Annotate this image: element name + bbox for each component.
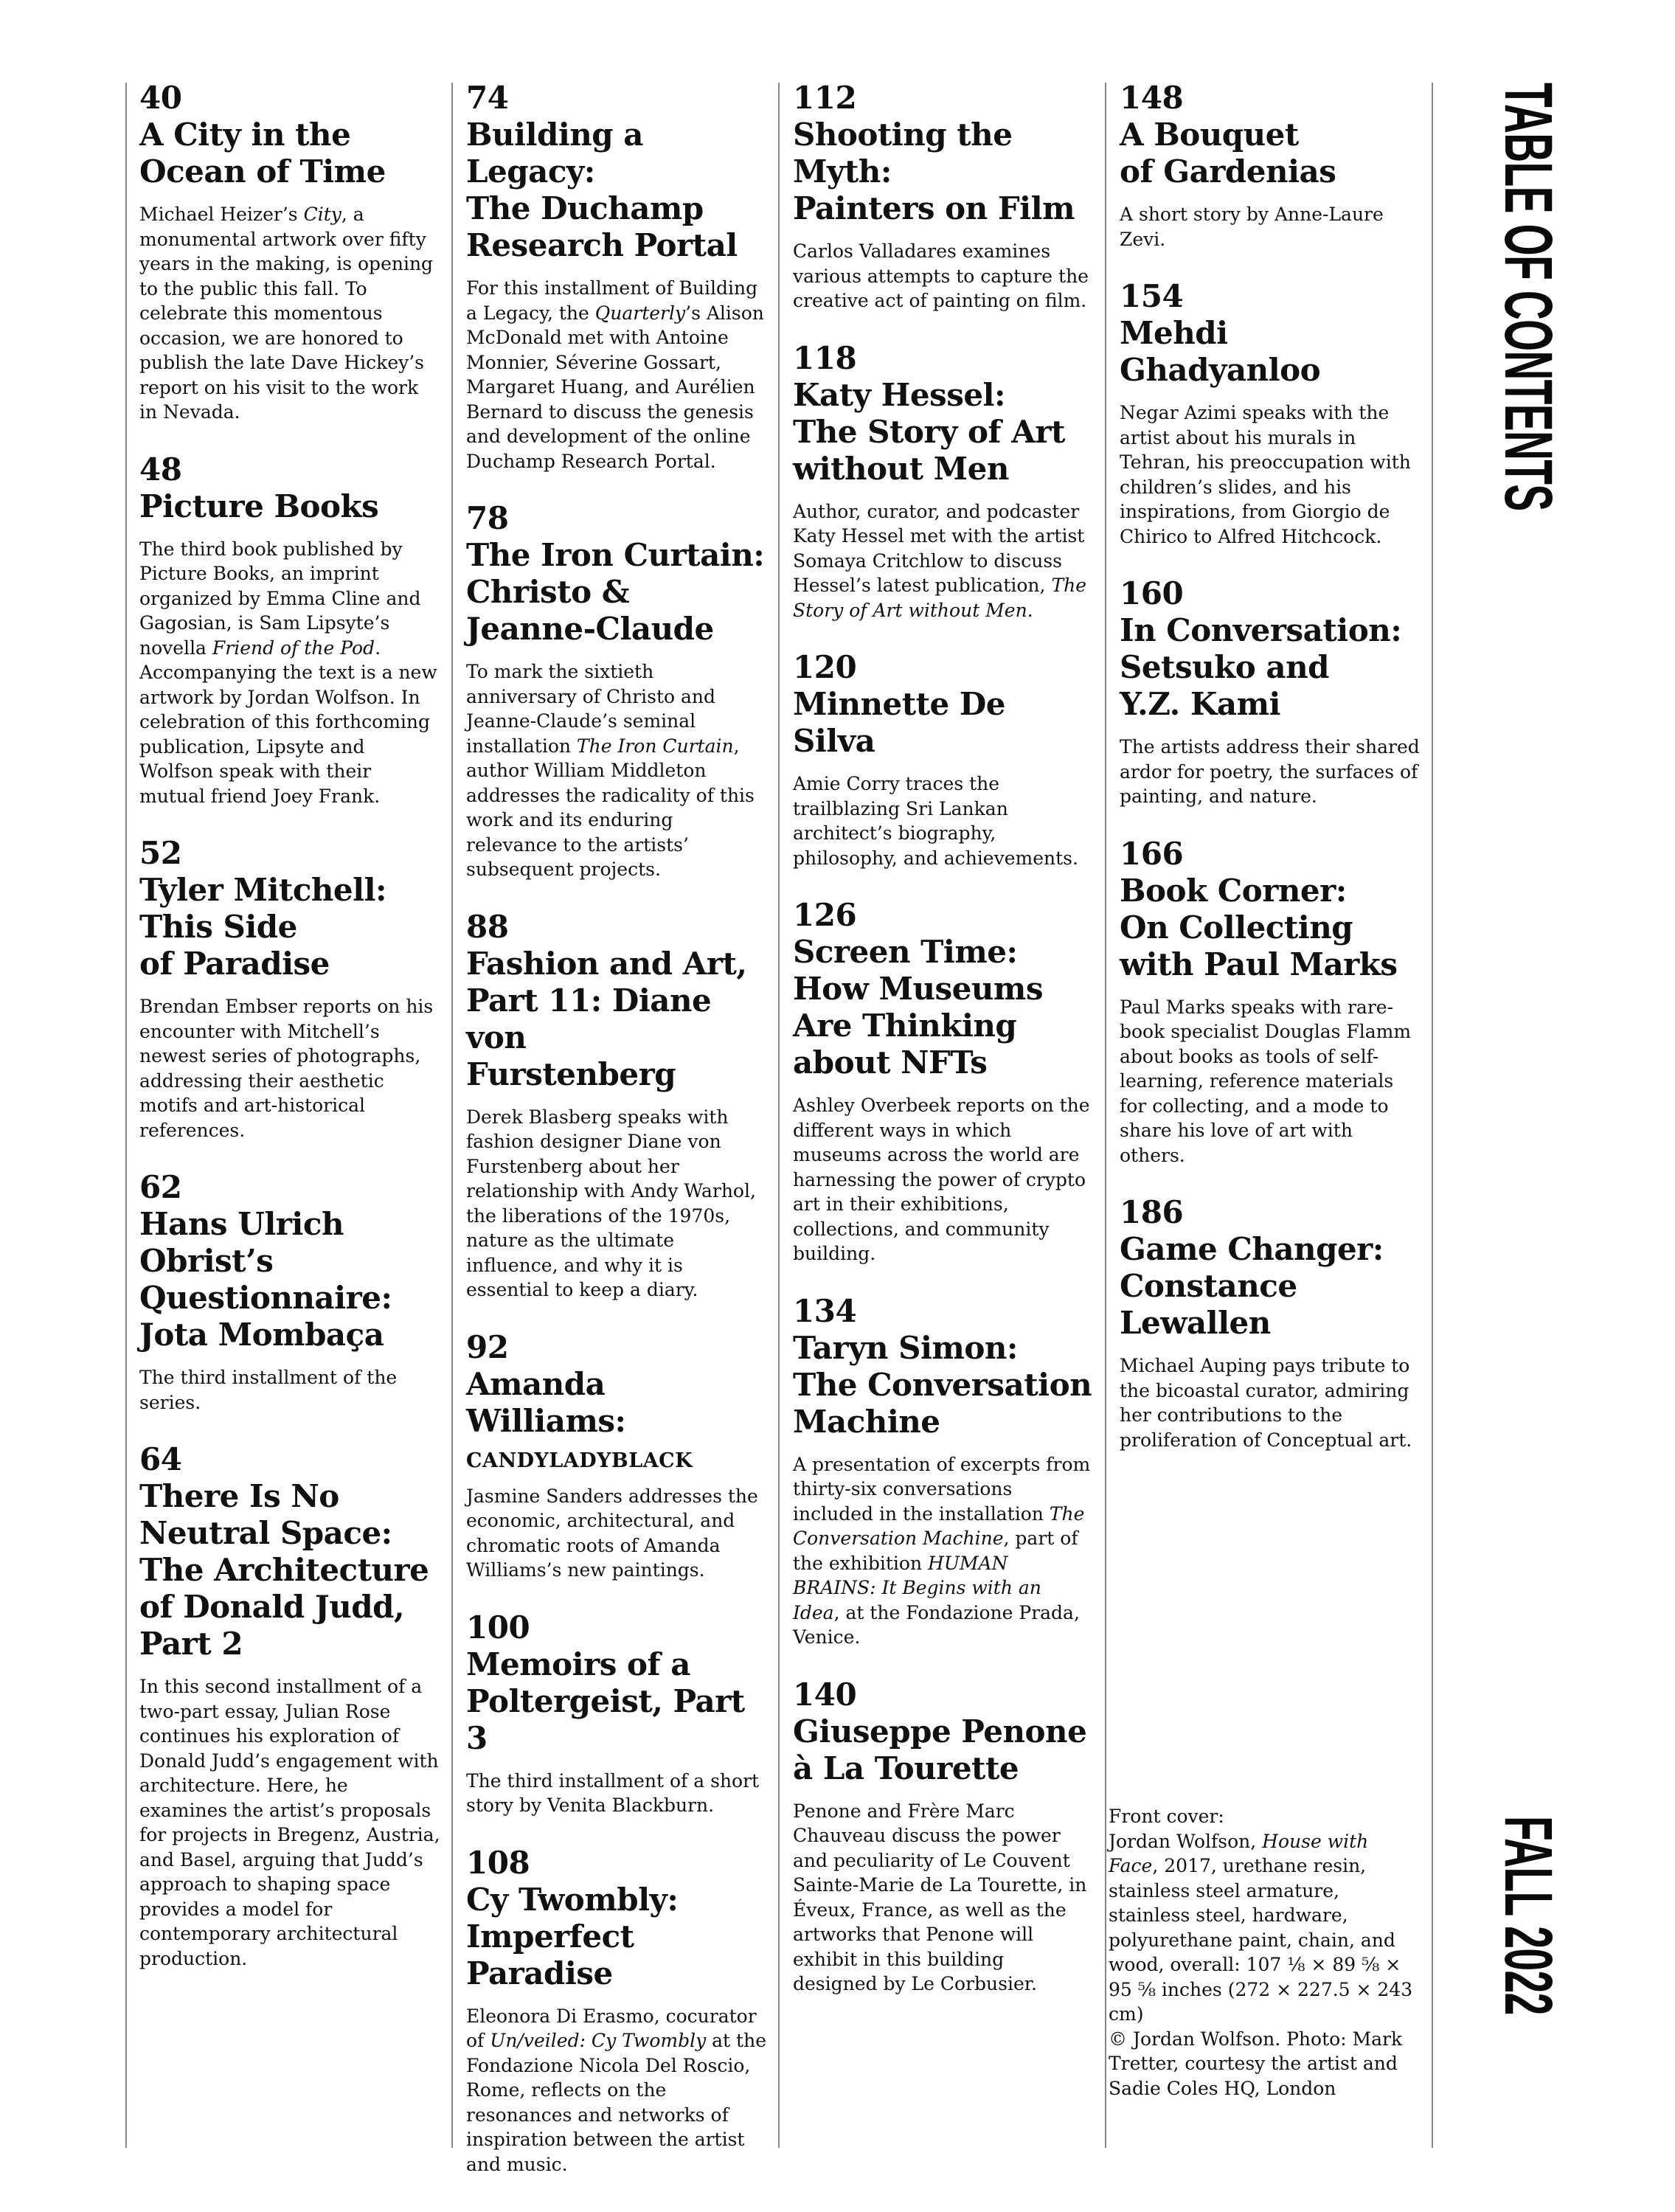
- entry-description: In this second installment of a two-part essay, Julian Rose continues his exploration of Donald Judd’s engagement with architecture. Here, he examines the artist’s proposals for projects in Bregenz, Austria, and Basel, arguing that Judd’s approach to shaping space provides a model for contemporary architectural production.: [139, 1676, 440, 1969]
- issue-label: FALL 2022: [1491, 1816, 1566, 2015]
- entry-description: Brendan Embser reports on his encounter with Mitchell’s newest series of photographs, addressing their aesthetic motifs and art-historical references.: [139, 996, 434, 1141]
- entry-title: Building a Legacy: The Duchamp Research Portal: [466, 117, 738, 263]
- entry-description: Paul Marks speaks with rare-book specialist Douglas Flamm about books as tools of self-learning, reference materials for collecting, and a mode to share his love of art with others.: [1120, 996, 1412, 1166]
- page-number: 160: [1120, 575, 1184, 611]
- page-number: 52: [139, 835, 182, 871]
- entry-title: Giuseppe Penone à La Tourette: [793, 1713, 1087, 1786]
- entry-title: Tyler Mitchell: This Side of Paradise: [139, 872, 387, 982]
- entry-description: Negar Azimi speaks with the artist about his murals in Tehran, his preoccupation with children’s slides, and his inspirations, from Giorgio de Chirico to Alfred Hitchcock.: [1120, 402, 1411, 547]
- entry-title: Minnette De Silva: [793, 686, 1006, 759]
- page-number: 74: [466, 80, 509, 116]
- entry-title: The Iron Curtain: Christo & Jeanne-Claude: [466, 537, 765, 647]
- toc-entry[interactable]: [139, 1441, 440, 1971]
- page-number: 108: [466, 1844, 530, 1881]
- toc-entry[interactable]: [1120, 80, 1421, 252]
- toc-entry[interactable]: [1120, 575, 1421, 809]
- entry-title: Fashion and Art, Part 11: Diane von Furstenberg: [466, 945, 747, 1092]
- page-number: 78: [466, 500, 509, 536]
- column-divider-1: [125, 83, 127, 2148]
- page-number: 48: [139, 451, 182, 488]
- entry-description: A short story by Anne-Laure Zevi.: [1120, 204, 1384, 250]
- entry-description: To mark the sixtieth anniversary of Christo and Jeanne-Claude’s seminal installation The Iron Curtain, author William Middleton addresses the radicality of this work and its enduring relevance to the artists’ subsequent projects.: [466, 661, 755, 880]
- entry-title: Cy Twombly: Imperfect Paradise: [466, 1881, 679, 1991]
- entry-description: Eleonora Di Erasmo, cocurator of Un/veiled: Cy Twombly at the Fondazione Nicola Del Roscio, Rome, reflects on the resonances and networks of inspiration between the artist and music.: [466, 2005, 766, 2175]
- entry-description: Derek Blasberg speaks with fashion designer Diane von Furstenberg about her relationship with Andy Warhol, the liberations of the 1970s, nature as the ultimate influence, and why it is essential to keep a diary.: [466, 1106, 756, 1300]
- toc-entry[interactable]: [139, 835, 440, 1143]
- entry-title: In Conversation: Setsuko and Y.Z. Kami: [1120, 612, 1402, 722]
- entry-description: Jasmine Sanders addresses the economic, architectural, and chromatic roots of Amanda Williams’s new paintings.: [466, 1485, 758, 1581]
- entry-description: Michael Heizer’s City, a monumental artwork over fifty years in the making, is opening to the public this fall. To celebrate this momentous occasion, we are honored to publish the late Dave Hickey’s report on his visit to the work in Nevada.: [139, 204, 434, 423]
- toc-entry[interactable]: [466, 1845, 767, 2177]
- toc-entry[interactable]: [793, 897, 1094, 1266]
- toc-entry[interactable]: [139, 1169, 440, 1415]
- toc-entry[interactable]: [1120, 278, 1421, 549]
- page-number: 120: [793, 649, 857, 685]
- toc-entry[interactable]: [793, 1677, 1094, 1997]
- entry-title: Hans Ulrich Obrist’s Questionnaire: Jota Mombaça: [139, 1206, 392, 1353]
- page-number: 62: [139, 1169, 182, 1205]
- page-number: 154: [1120, 278, 1184, 314]
- entry-title: Amanda Williams:: [466, 1365, 626, 1439]
- column-divider-2: [451, 83, 453, 2148]
- toc-entry[interactable]: [793, 649, 1094, 870]
- entry-description: Ashley Overbeek reports on the different ways in which museums across the world are harnessing the power of crypto art in their exhibitions, collections, and community building.: [793, 1095, 1090, 1264]
- entry-title: Katy Hessel: The Story of Art without Men: [793, 376, 1065, 487]
- toc-entry[interactable]: [793, 340, 1094, 623]
- entry-description: Penone and Frère Marc Chauveau discuss the power and peculiarity of Le Couvent Sainte-Marie de La Tourette, in Éveux, France, as well as the artworks that Penone will exhibit in this building designed by Le Corbusier.: [793, 1800, 1087, 1994]
- page-number: 134: [793, 1292, 857, 1329]
- entry-title: Mehdi Ghadyanloo: [1120, 315, 1321, 388]
- side-title: TABLE OF CONTENTS: [1491, 83, 1566, 511]
- page-number: 64: [139, 1441, 182, 1477]
- toc-entry[interactable]: [1120, 1194, 1421, 1452]
- toc-entry[interactable]: [139, 451, 440, 809]
- toc-entry[interactable]: [1120, 836, 1421, 1168]
- page-number: 126: [793, 897, 857, 933]
- entry-title: Book Corner: On Collecting with Paul Marks: [1120, 872, 1398, 982]
- page-number: 186: [1120, 1194, 1184, 1230]
- toc-column-3: [793, 80, 1094, 2023]
- column-divider-5: [1432, 83, 1433, 2148]
- entry-description: The third installment of a short story by Venita Blackburn.: [466, 1769, 760, 1816]
- toc-entry[interactable]: [139, 80, 440, 425]
- toc-entry[interactable]: [466, 909, 767, 1303]
- front-cover-credit: Front cover: Jordan Wolfson, House with Face, 2017, urethane resin, stainless steel armature, stainless steel, hardware, polyurethane paint, chain, and wood, overall: 107 ⅛ × 89 ⅝ × 95 ⅝ inches (272 × 227.5 × 243 cm) © Jordan Wolfson. Photo: Mark Tretter, courtesy the artist and Sadie Coles HQ, London: [1109, 1806, 1413, 2099]
- toc-entry[interactable]: [466, 80, 767, 474]
- entry-description: A presentation of excerpts from thirty-six conversations included in the installation The Conversation Machine, part of the exhibition HUMAN BRAINS: It Begins with an Idea, at the Fondazione Prada, Venice.: [793, 1453, 1091, 1648]
- toc-column-1: [139, 80, 440, 1997]
- entry-description: The third installment of the series.: [139, 1367, 398, 1413]
- toc-column-2: [466, 80, 767, 2203]
- entry-title: A City in the Ocean of Time: [139, 117, 386, 190]
- entry-title: There Is No Neutral Space: The Architecture of Donald Judd, Part 2: [139, 1478, 429, 1662]
- toc-entry[interactable]: [466, 500, 767, 882]
- entry-title: Picture Books: [139, 488, 379, 524]
- entry-title: A Bouquet of Gardenias: [1120, 117, 1336, 190]
- page-number: 148: [1120, 80, 1184, 116]
- entry-description: Amie Corry traces the trailblazing Sri Lankan architect’s biography, philosophy, and achievements.: [793, 773, 1078, 869]
- toc-entry[interactable]: [466, 1329, 767, 1583]
- page-number: 140: [793, 1676, 857, 1713]
- page-number: 166: [1120, 835, 1184, 872]
- entry-subtitle: CANDYLADYBLACK: [466, 1449, 693, 1472]
- entry-title: Screen Time: How Museums Are Thinking about NFTs: [793, 934, 1043, 1081]
- toc-column-4: [1120, 80, 1421, 1479]
- entry-description: Author, curator, and podcaster Katy Hessel met with the artist Somaya Critchlow to discuss Hessel’s latest publication, The Story of Art without Men.: [793, 500, 1087, 621]
- page-number: 40: [139, 80, 182, 116]
- entry-title: Shooting the Myth: Painters on Film: [793, 117, 1075, 226]
- entry-title: Memoirs of a Poltergeist, Part 3: [466, 1646, 745, 1756]
- column-divider-4: [1105, 83, 1106, 2148]
- toc-entry[interactable]: [793, 1293, 1094, 1650]
- page-number: 100: [466, 1609, 530, 1646]
- page-number: 88: [466, 908, 509, 945]
- column-divider-3: [778, 83, 780, 2148]
- page-number: 92: [466, 1328, 509, 1365]
- entry-description: The third book published by Picture Books, an imprint organized by Emma Cline and Gagosian, is Sam Lipsyte’s novella Friend of the Pod. Accompanying the text is a new artwork by Jordan Wolfson. In celebration of this forthcoming publication, Lipsyte and Wolfson speak with their mutual friend Joey Frank.: [139, 538, 437, 807]
- toc-entry[interactable]: [793, 80, 1094, 313]
- entry-description: For this installment of Building a Legacy, the Quarterly’s Alison McDonald met with Antoine Monnier, Séverine Gossart, Margaret Huang, and Aurélien Bernard to discuss the genesis and development of the online Duchamp Research Portal.: [466, 277, 764, 472]
- entry-title: Game Changer: Constance Lewallen: [1120, 1231, 1384, 1341]
- page-number: 118: [793, 339, 857, 376]
- entry-description: Carlos Valladares examines various attempts to capture the creative act of painting on film.: [793, 240, 1089, 311]
- entry-description: Michael Auping pays tribute to the bicoastal curator, admiring her contributions to the proliferation of Conceptual art.: [1120, 1355, 1412, 1451]
- toc-entry[interactable]: [466, 1609, 767, 1818]
- entry-description: The artists address their shared ardor for poetry, the surfaces of painting, and nature.: [1120, 736, 1420, 807]
- page-number: 112: [793, 80, 857, 116]
- entry-title: Taryn Simon: The Conversation Machine: [793, 1329, 1092, 1440]
